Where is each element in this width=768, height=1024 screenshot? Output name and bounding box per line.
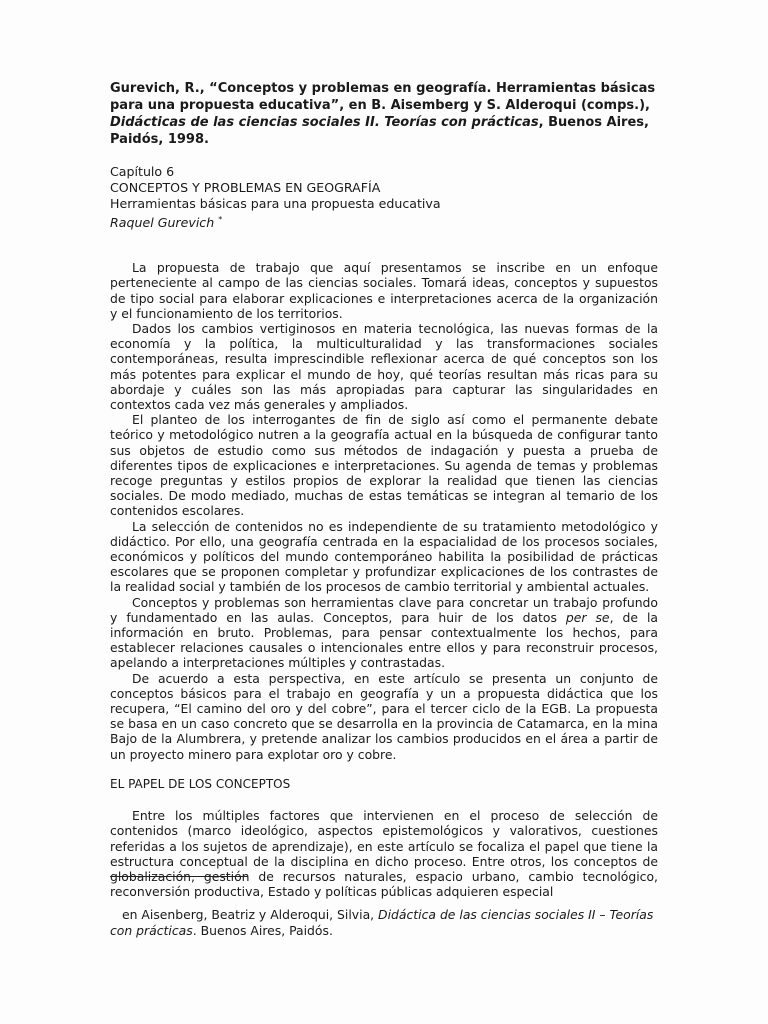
chapter-heading [110,164,658,231]
chapter-number: Capítulo 6 [110,164,175,179]
section-heading: EL PAPEL DE LOS CONCEPTOS [110,776,291,791]
citation-text: Gurevich, R., “Conceptos y problemas en geografía. Herramientas básicas para una propuesta educativa”, en B. Aisemberg y S. Alderoqui (comps.), [110,81,656,113]
paragraph: El planteo de los interrogantes de fin de siglo así como el permanente debate teórico y metodológico nutren a la geografía actual en la búsqueda de configurar tanto sus objetos de estudio como sus métodos de indagación y puesta a prueba de diferentes tipos de explicaciones e interpretaciones. Su agenda de temas y problemas recoge preguntas y estilos propios de explorar la realidad que tienen las ciencias sociales. De modo mediado, muchas de estas temáticas se integran al temario de los contenidos escolares. [110,412,658,519]
citation-book-title: Didácticas de las ciencias sociales II. Teorías con prácticas [110,115,539,130]
citation-publisher: , Buenos Aires, Paidós, 1998. [110,115,649,147]
paragraph: De acuerdo a esta perspectiva, en este artículo se presenta un conjunto de conceptos básicos para el trabajo en geografía y un a propuesta didáctica que los recupera, “El camino del oro y del cobre”, para el tercer ciclo de la EGB. La propuesta se basa en un caso concreto que se desarrolla en la provincia de Catamarca, en la mina Bajo de la Alumbrera, y pretende analizar los cambios producidos en el área a partir de un proyecto minero para explotar oro y cobre. [110,670,658,762]
footnote [110,907,658,938]
paragraph-text: , de la información en bruto. Problemas, para pensar contextualmente los hechos, para establecer relaciones causales o intencionales entre ellos y para reconstruir procesos, apelando a interpretaciones múltiples y contrastadas. [110,609,658,671]
paragraph: Entre los múltiples factores que intervienen en el proceso de selección de contenidos (marco ideológico, aspectos epistemológicos y valorativos, cuestiones referidas a los sujetos de aprendizaje), en este artículo se focaliza el papel que tiene la estructura conceptual de la disciplina en dicho proceso. Entre otros, los conceptos de globalización, gestión de recursos naturales, espacio urbano, cambio tecnológico, reconversión productiva, Estado y políticas públicas adquieren especial [110,808,658,900]
chapter-subtitle: Herramientas básicas para una propuesta educativa [110,196,441,211]
paragraph: La propuesta de trabajo que aquí presentamos se inscribe en un enfoque perteneciente al campo de las ciencias sociales. Tomará ideas, conceptos y supuestos de tipo social para elaborar explicaciones e interpretaciones acerca de la organización y el funcionamiento de los territorios. [110,260,658,321]
paragraph: La selección de contenidos no es independiente de su tratamiento metodológico y didáctico. Por ello, una geografía centrada en la espacialidad de los procesos sociales, económicos y políticos del mundo contemporáneo habilita la posibilidad de prácticas escolares que se proponen completar y profundizar explicaciones de los contrastes de la realidad social y también de los procesos de cambio territorial y ambiental actuales. [110,518,658,595]
paragraph [110,595,658,671]
footnote-text: en Aisenberg, Beatriz y Alderoqui, Silvia, [122,907,379,922]
latin-phrase: per se [565,609,610,625]
paragraph-text: Conceptos y problemas son herramientas clave para concretar un trabajo profundo y fundamentado en las aulas. Conceptos, para huir de los datos [110,594,658,625]
footnote-publisher: . Buenos Aires, Paidós. [192,922,333,938]
author-name: Raquel Gurevich [110,215,215,231]
bibliographic-citation [110,80,658,148]
footnote-marker: * [218,215,223,224]
paragraph: Dados los cambios vertiginosos en materia tecnológica, las nuevas formas de la economía y la política, la multiculturalidad y las transformaciones sociales contemporáneas, resulta imprescindible reflexionar acerca de qué conceptos son los más potentes para explicar el mundo de hoy, qué teorías resultan más ricas para su abordaje y cuáles son las más apropiadas para capturar las singularidades en contextos cada vez más generales y ampliados. [110,321,658,413]
footnote-book-title: Didáctica de las ciencias sociales II – Teorías con prácticas [110,907,654,938]
chapter-author [110,212,658,231]
chapter-title: CONCEPTOS Y PROBLEMAS EN GEOGRAFÍA [110,180,381,195]
footnote-divider [110,876,248,877]
